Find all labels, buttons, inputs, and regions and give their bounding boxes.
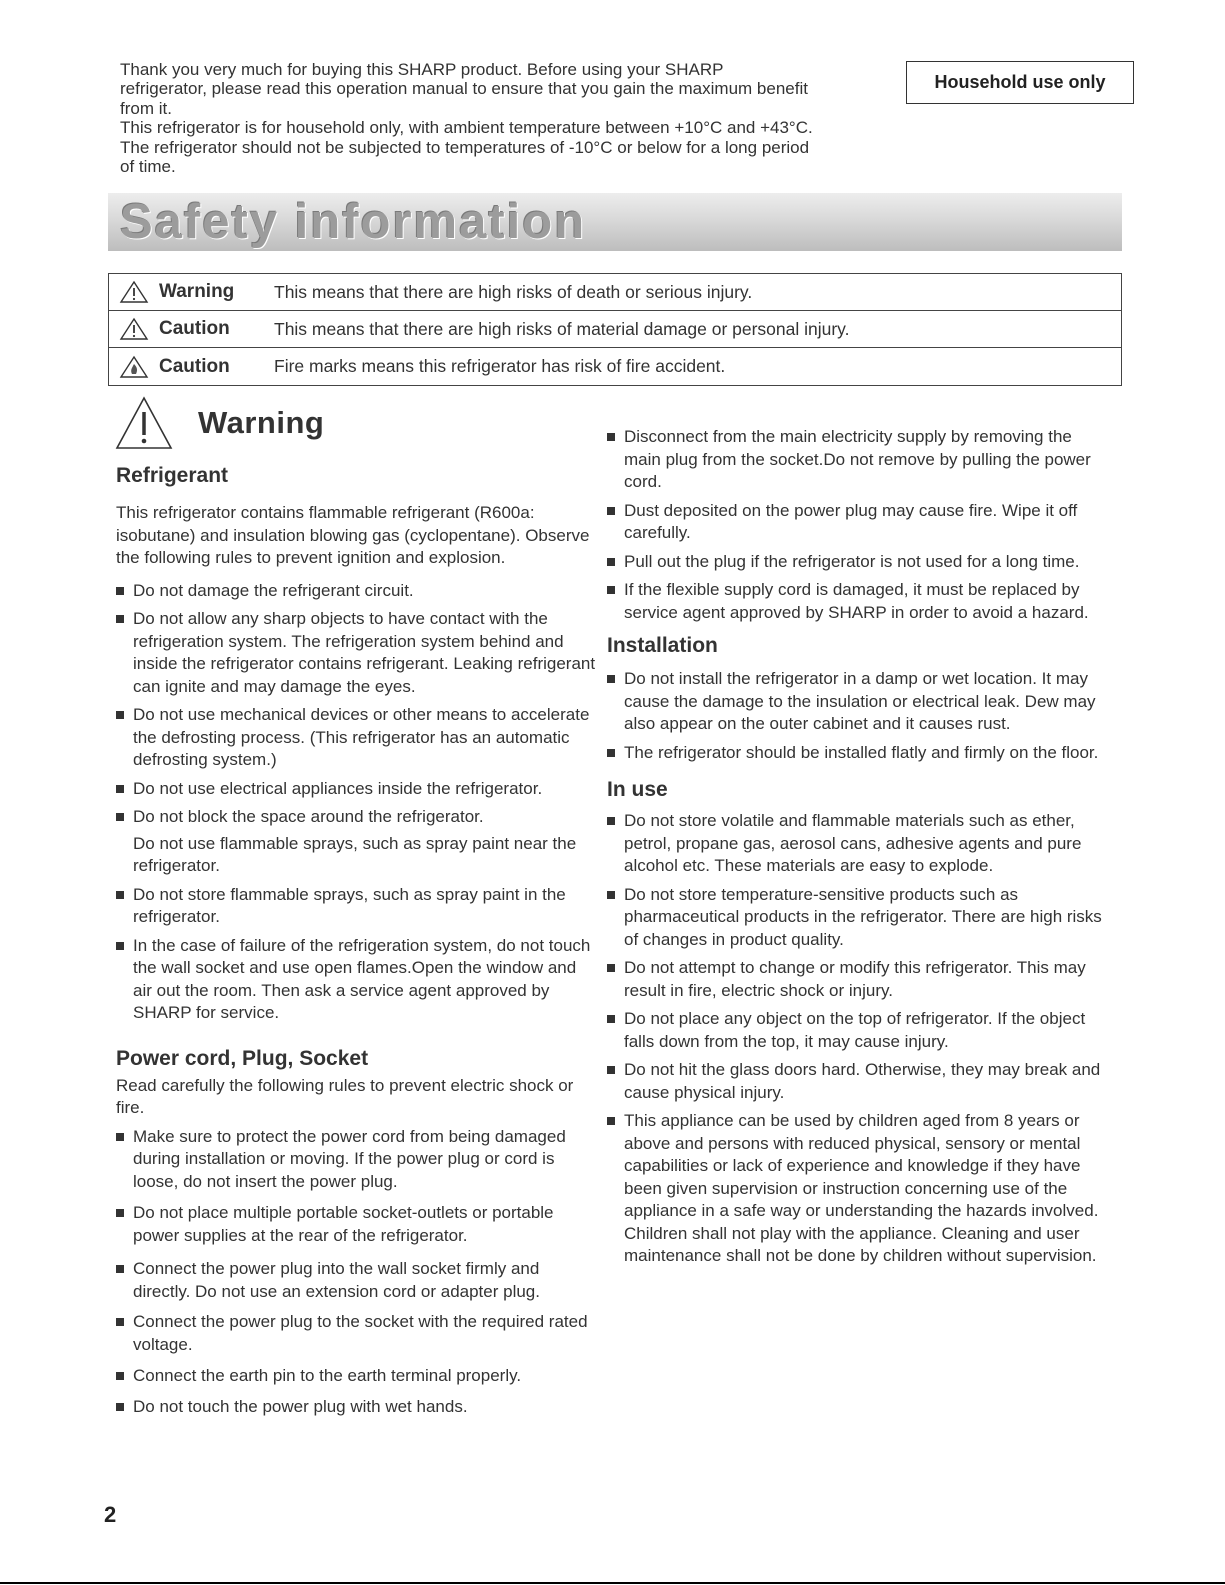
right-column	[607, 426, 1107, 1268]
page-bottom-rule	[0, 1582, 1225, 1584]
household-use-badge: Household use only	[906, 61, 1134, 104]
warning-title: Warning	[198, 405, 325, 440]
warning-triangle-icon	[114, 395, 174, 451]
list-item: Disconnect from the main electricity supply by removing the main plug from the socket.Do not remove by pulling the power cord.	[607, 426, 1107, 494]
legend-row	[109, 348, 1121, 385]
list-item: Do not use electrical appliances inside the refrigerator.	[116, 778, 596, 801]
list-item: Do not store flammable sprays, such as spray paint in the refrigerator.	[116, 884, 596, 929]
list-item: Do not store temperature-sensitive products such as pharmaceutical products in the refrigerator. There are high risks of changes in product quality.	[607, 884, 1107, 952]
fire-triangle-icon	[109, 355, 159, 379]
intro-line: refrigerator, please read this operation manual to ensure that you gain the maximum benefit	[120, 79, 808, 99]
symbol-legend	[108, 273, 1122, 386]
power-list	[116, 1126, 596, 1419]
list-item: If the flexible supply cord is damaged, it must be replaced by service agent approved by SHARP in order to avoid a hazard.	[607, 579, 1107, 624]
power-intro: Read carefully the following rules to prevent electric shock or fire.	[116, 1075, 574, 1117]
list-item: Do not install the refrigerator in a damp or wet location. It may cause the damage to the insulation or electrical leak. Dew may also appear on the outer cabinet and it causes rust.	[607, 668, 1107, 736]
list-item: Do not allow any sharp objects to have contact with the refrigeration system. The refrigeration system behind and inside the refrigerator contains refrigerant. Leaking refrigerant can ignite and may damage the eyes.	[116, 608, 596, 698]
list-item: Do not place any object on the top of refrigerator. If the object falls down from the top, it may cause injury.	[607, 1008, 1107, 1053]
in-use-list	[607, 810, 1107, 1268]
legend-term: Caution	[159, 355, 230, 377]
refrigerant-list	[116, 580, 596, 829]
legend-row	[109, 274, 1121, 311]
list-item: Do not touch the power plug with wet hands.	[116, 1396, 596, 1419]
intro-line: Thank you very much for buying this SHARP product. Before using your SHARP	[120, 60, 724, 79]
list-item: Make sure to protect the power cord from being damaged during installation or moving. If the power plug or cord is loose, do not insert the power plug.	[116, 1126, 596, 1194]
intro-line: from it.	[120, 98, 172, 118]
list-item: Connect the earth pin to the earth terminal properly.	[116, 1365, 596, 1388]
legend-description: This means that there are high risks of material damage or personal injury.	[274, 318, 850, 339]
intro-line: The refrigerator should not be subjected to temperatures of -10°C or below for a long period	[120, 137, 810, 157]
intro-text	[120, 60, 890, 176]
list-item: Do not use mechanical devices or other means to accelerate the defrosting process. (This refrigerator has an automatic defrosting system.)	[116, 704, 596, 772]
list-item: The refrigerator should be installed flatly and firmly on the floor.	[607, 742, 1107, 765]
warning-triangle-icon	[109, 317, 159, 341]
power-list-continued	[607, 426, 1107, 624]
list-item: Connect the power plug into the wall socket firmly and directly. Do not use an extension cord or adapter plug.	[116, 1258, 596, 1303]
refrigerant-list-2	[116, 884, 596, 1025]
legend-term: Warning	[159, 281, 235, 302]
section-banner	[108, 193, 1122, 251]
page-number: 2	[104, 1502, 117, 1527]
refrigerant-heading: Refrigerant	[116, 464, 229, 487]
legend-row	[109, 311, 1121, 348]
in-use-heading: In use	[607, 778, 668, 801]
legend-description: This means that there are high risks of death or serious injury.	[274, 281, 753, 302]
intro-line: of time.	[120, 157, 176, 177]
left-column	[116, 462, 596, 1418]
list-item: Do not store volatile and flammable materials such as ether, petrol, propane gas, aerosol cans, adhesive agents and pure alcohol etc. These materials are easy to explode.	[607, 810, 1107, 878]
list-item: In the case of failure of the refrigeration system, do not touch the wall socket and use open flames.Open the window and air out the room. Then ask a service agent approved by SHARP for service.	[116, 935, 596, 1025]
warning-heading	[114, 395, 324, 451]
list-subtext: Do not use flammable sprays, such as spray paint near the refrigerator.	[133, 833, 577, 875]
legend-description: Fire marks means this refrigerator has risk of fire accident.	[274, 356, 726, 376]
list-item: Do not damage the refrigerant circuit.	[116, 580, 596, 603]
list-item: Do not place multiple portable socket-outlets or portable power supplies at the rear of the refrigerator.	[116, 1202, 596, 1247]
warning-triangle-icon	[109, 280, 159, 304]
list-item: Dust deposited on the power plug may cause fire. Wipe it off carefully.	[607, 500, 1107, 545]
list-item: Pull out the plug if the refrigerator is not used for a long time.	[607, 551, 1107, 574]
list-item: Do not hit the glass doors hard. Otherwise, they may break and cause physical injury.	[607, 1059, 1107, 1104]
list-item: Connect the power plug to the socket with the required rated voltage.	[116, 1311, 596, 1356]
list-item: This appliance can be used by children aged from 8 years or above and persons with reduced physical, sensory or mental capabilities or lack of experience and knowledge if they have been given supervision or instruction concerning use of the appliance in a safe way or understanding the hazards involved. Children shall not play with the appliance. Cleaning and user maintenance shall not be done by children without supervision.	[607, 1110, 1107, 1268]
installation-heading: Installation	[607, 634, 718, 657]
refrigerant-intro: This refrigerator contains flammable refrigerant (R600a: isobutane) and insulation blowing gas (cyclopentane). Observe the following rules to prevent ignition and explosion.	[116, 503, 590, 567]
installation-list	[607, 668, 1107, 764]
banner-title: Safety information	[120, 195, 587, 249]
intro-line: This refrigerator is for household only, with ambient temperature between +10°C and +43°C.	[120, 118, 813, 138]
legend-term: Caution	[159, 318, 230, 339]
list-item: Do not attempt to change or modify this refrigerator. This may result in fire, electric shock or injury.	[607, 957, 1107, 1002]
power-heading: Power cord, Plug, Socket	[116, 1046, 369, 1070]
list-item: Do not block the space around the refrigerator.	[116, 806, 596, 829]
